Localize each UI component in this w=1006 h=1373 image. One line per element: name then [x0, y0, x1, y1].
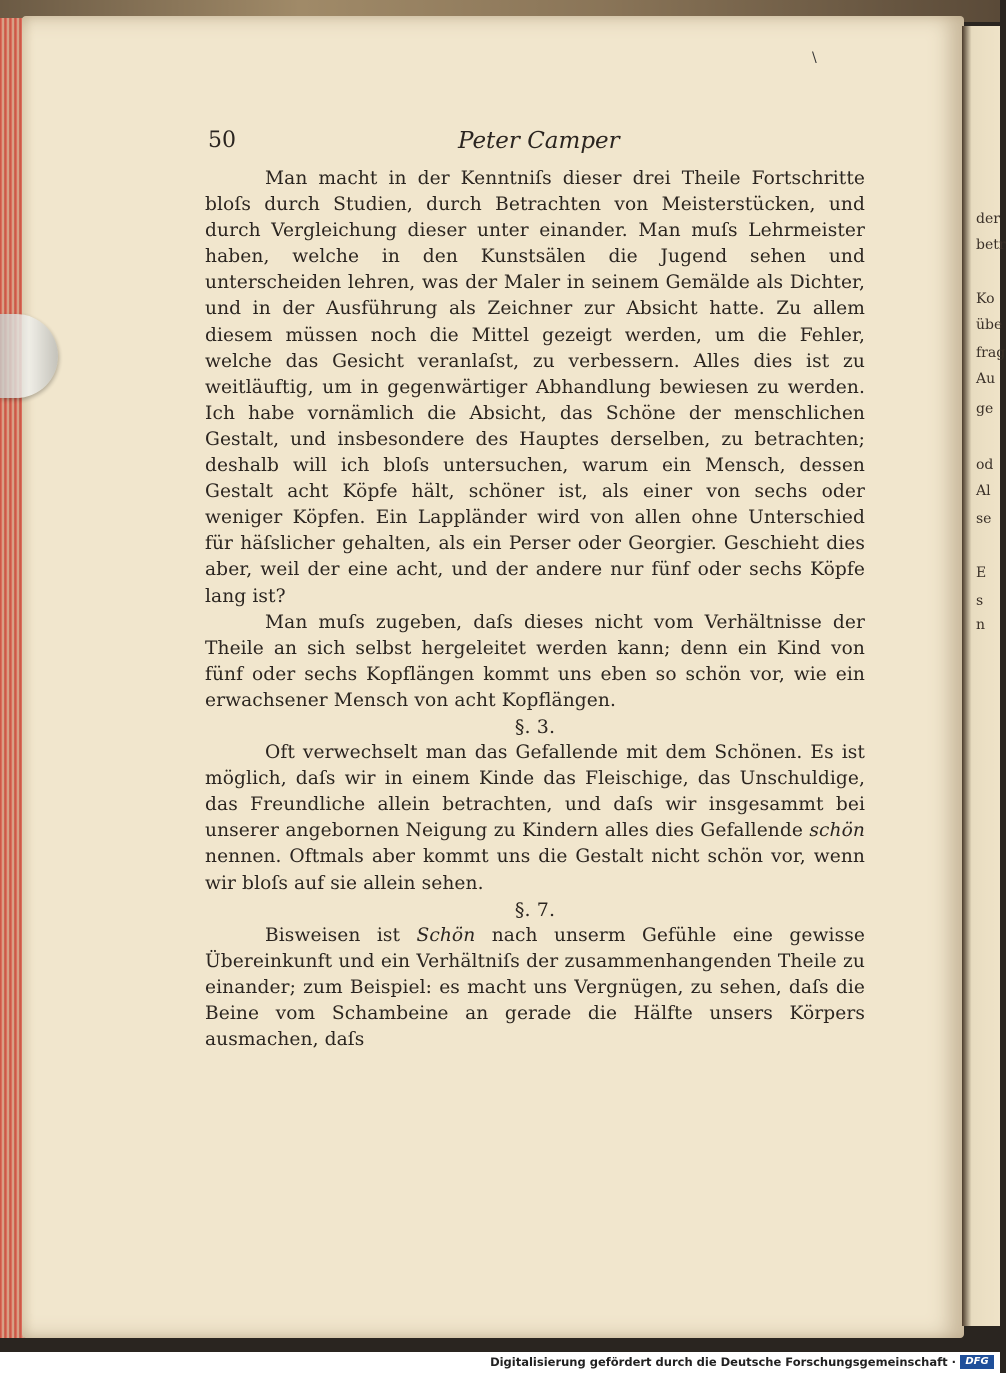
page-number: 50	[208, 128, 236, 153]
running-title: Peter Camper	[458, 128, 620, 154]
page-header	[208, 128, 868, 160]
emphasis-text: schön	[809, 820, 865, 842]
dfg-logo-icon: DFG	[960, 1355, 994, 1369]
facing-word: ge	[976, 401, 994, 417]
paragraph: Man macht in der Kenntniſs dieser drei Theile Fortschritte bloſs durch Studien, durch Betrachten von Meisterstücken, und durch Vergleichung dieser unter einander. Man muſs Lehrmeister haben, welche in den Kunstsälen die Jugend sehen und unterscheiden lehren, was der Maler in seinem Gemälde als Dichter, und in der Ausführung als Zeichner zur Absicht hatte. Zu allem diesem müssen noch die Mittel gezeigt werden, um die Fehler, welche das Gesicht veranlaſst, zu verbessern. Alles dies ist zu weitläuftig, um in gegenwärtiger Abhandlung bewiesen zu werden. Ich habe vornämlich die Absicht, das Schöne der menschlichen Gestalt, und insbesondere des Hauptes derselben, zu betrachten; deshalb will ich bloſs untersuchen, warum ein Mensch, dessen Gestalt acht Köpfe hält, schöner ist, als einer von sechs oder weniger Köpfen. Ein Lappländer wird von allen ohne Unterschied für häſslicher gehalten, als ein Perser oder Georgier. Geschieht dies aber, weil der eine acht, und der andere nur fünf oder sechs Köpfe lang ist?	[205, 168, 865, 607]
facing-word: Ko	[976, 291, 995, 307]
facing-word: Al	[976, 483, 991, 499]
facing-word: frag	[976, 345, 1006, 361]
emphasis-text: Schön	[416, 924, 476, 946]
section-heading: §. 3.	[514, 715, 556, 738]
section-heading: §. 7.	[514, 898, 556, 921]
facing-word: n	[976, 617, 986, 633]
paragraph	[205, 923, 865, 1053]
facing-word: E	[976, 565, 987, 581]
paragraph-text: Oft verwechselt man das Gefallende mit dem Schönen. Es ist möglich, daſs wir in einem Kinde das Fleischige, das Unschuldige, das Freundliche allein betrachten, und daſs wir insgesammt bei unserer angebornen Neigung zu Kindern alles dies Gefallende	[205, 742, 865, 842]
pencil-mark: \	[812, 50, 817, 66]
facing-word: der	[976, 211, 1000, 227]
facing-word: s	[976, 593, 984, 609]
paragraph: Man muſs zugeben, daſs dieses nicht vom Verhältnisse der Theile an sich selbst hergeleitet werden kann; denn ein Kind von fünf oder sechs Kopflängen kommt uns eben so schön vor, wie ein erwachsener Mensch von acht Kopflängen.	[205, 611, 865, 711]
paragraph	[205, 740, 865, 897]
facing-word: übe	[976, 317, 1003, 333]
facing-word: od	[976, 457, 994, 473]
page-body	[205, 166, 865, 1053]
paragraph-text: Bisweisen ist	[265, 924, 417, 946]
paragraph-text: nach unserm Gefühle eine gewisse Übereinkunft und ein Verhältniſs der zusammenhangenden Theile zu einander; zum Beispiel: es macht uns Vergnügen, zu sehen, daſs die Beine vom Schambeine an gerade die Hälfte unsers Körpers ausmachen, daſs	[205, 924, 865, 1051]
footer-bar	[0, 1352, 1000, 1373]
facing-word: Au	[976, 371, 996, 387]
funding-notice: Digitalisierung gefördert durch die Deutsche Forschungsgemeinschaft ·	[490, 1355, 956, 1369]
facing-word: se	[976, 511, 992, 527]
paragraph-text: nennen. Oftmals aber kommt uns die Gestalt nicht schön vor, wenn wir bloſs auf sie allein sehen.	[205, 846, 865, 894]
facing-word: betr	[976, 237, 1006, 253]
